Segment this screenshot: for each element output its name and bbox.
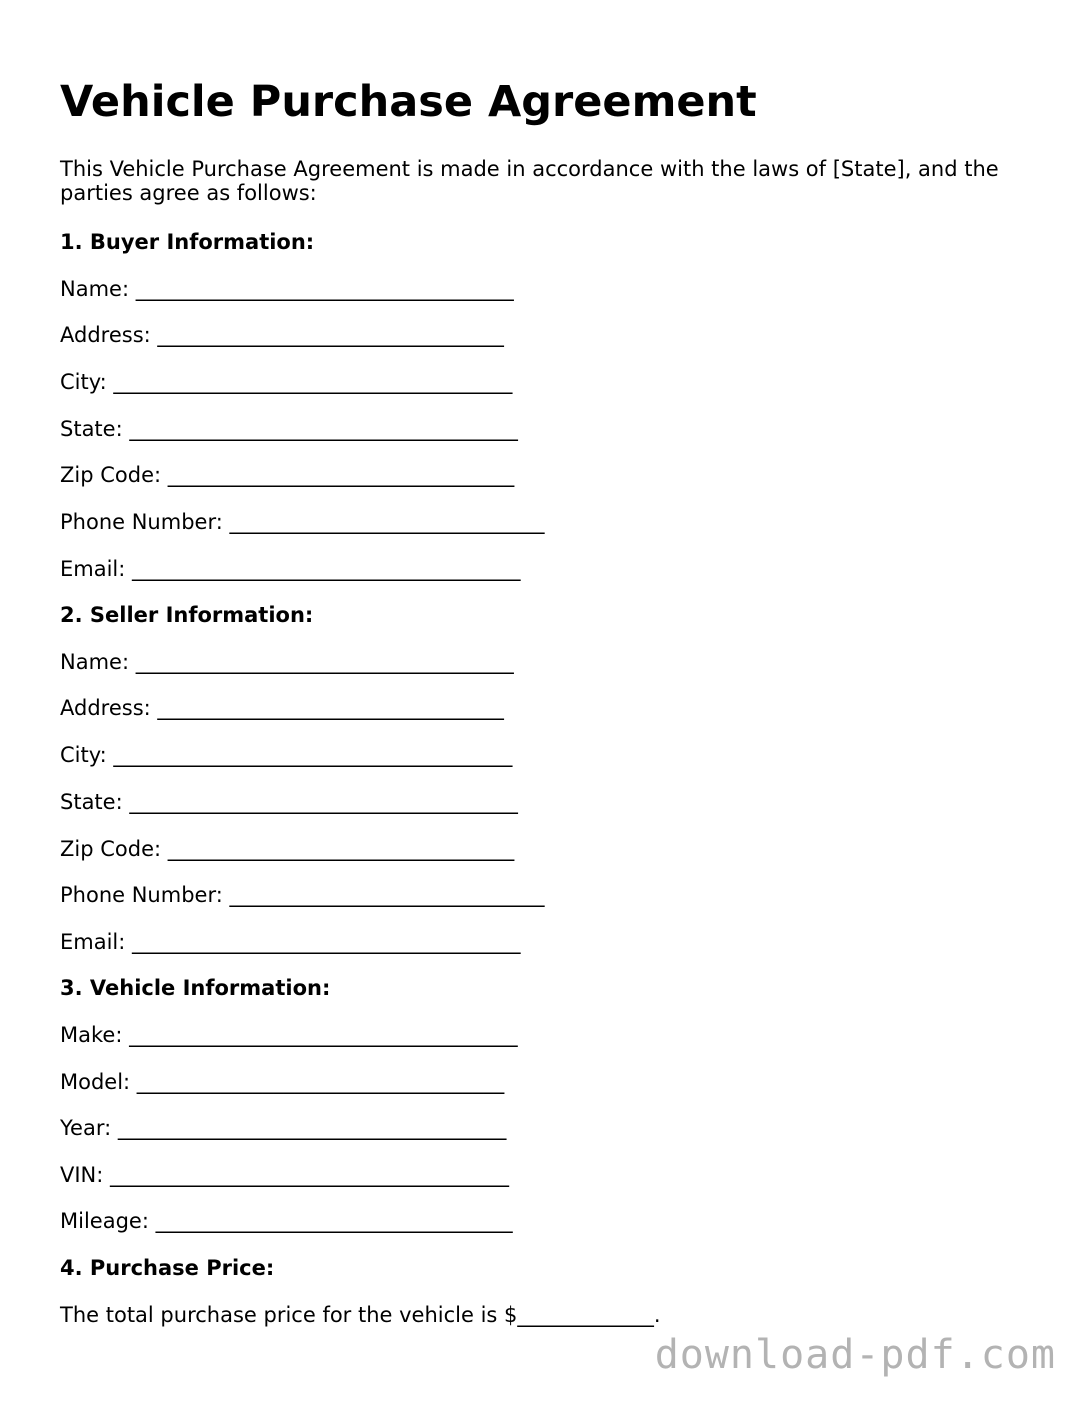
buyer-city-field[interactable]: City: ______________________________________ xyxy=(60,370,513,394)
vehicle-make-field[interactable]: Make: _____________________________________ xyxy=(60,1023,518,1047)
intro-paragraph: This Vehicle Purchase Agreement is made in accordance with the laws of [State], and the parties agree as follows: xyxy=(60,157,999,205)
seller-section-heading: 2. Seller Information: xyxy=(60,603,314,627)
vehicle-section-heading: 3. Vehicle Information: xyxy=(60,976,331,1000)
seller-city-field[interactable]: City: ______________________________________ xyxy=(60,743,513,767)
seller-phone-number-field[interactable]: Phone Number: ______________________________ xyxy=(60,883,545,907)
buyer-email-field[interactable]: Email: _____________________________________ xyxy=(60,557,521,581)
seller-state-field[interactable]: State: _____________________________________ xyxy=(60,790,518,814)
watermark: download-pdf.com xyxy=(654,1332,1056,1378)
vehicle-vin-field[interactable]: VIN: ______________________________________ xyxy=(60,1163,510,1187)
buyer-section-heading: 1. Buyer Information: xyxy=(60,230,315,254)
buyer-name-field[interactable]: Name: ____________________________________ xyxy=(60,277,514,301)
seller-address-field[interactable]: Address: _________________________________ xyxy=(60,696,504,720)
buyer-zip-code-field[interactable]: Zip Code: _________________________________ xyxy=(60,463,515,487)
buyer-address-field[interactable]: Address: _________________________________ xyxy=(60,323,504,347)
vehicle-mileage-field[interactable]: Mileage: __________________________________ xyxy=(60,1209,513,1233)
purchase-price-field[interactable]: The total purchase price for the vehicle is $_____________. xyxy=(60,1303,661,1327)
price-section-heading: 4. Purchase Price: xyxy=(60,1256,275,1280)
buyer-state-field[interactable]: State: _____________________________________ xyxy=(60,417,518,441)
vehicle-year-field[interactable]: Year: _____________________________________ xyxy=(60,1116,507,1140)
seller-email-field[interactable]: Email: _____________________________________ xyxy=(60,930,521,954)
vehicle-model-field[interactable]: Model: ___________________________________ xyxy=(60,1070,505,1094)
document-title: Vehicle Purchase Agreement xyxy=(60,77,757,127)
seller-name-field[interactable]: Name: ____________________________________ xyxy=(60,650,514,674)
seller-zip-code-field[interactable]: Zip Code: _________________________________ xyxy=(60,837,515,861)
buyer-phone-number-field[interactable]: Phone Number: ______________________________ xyxy=(60,510,545,534)
